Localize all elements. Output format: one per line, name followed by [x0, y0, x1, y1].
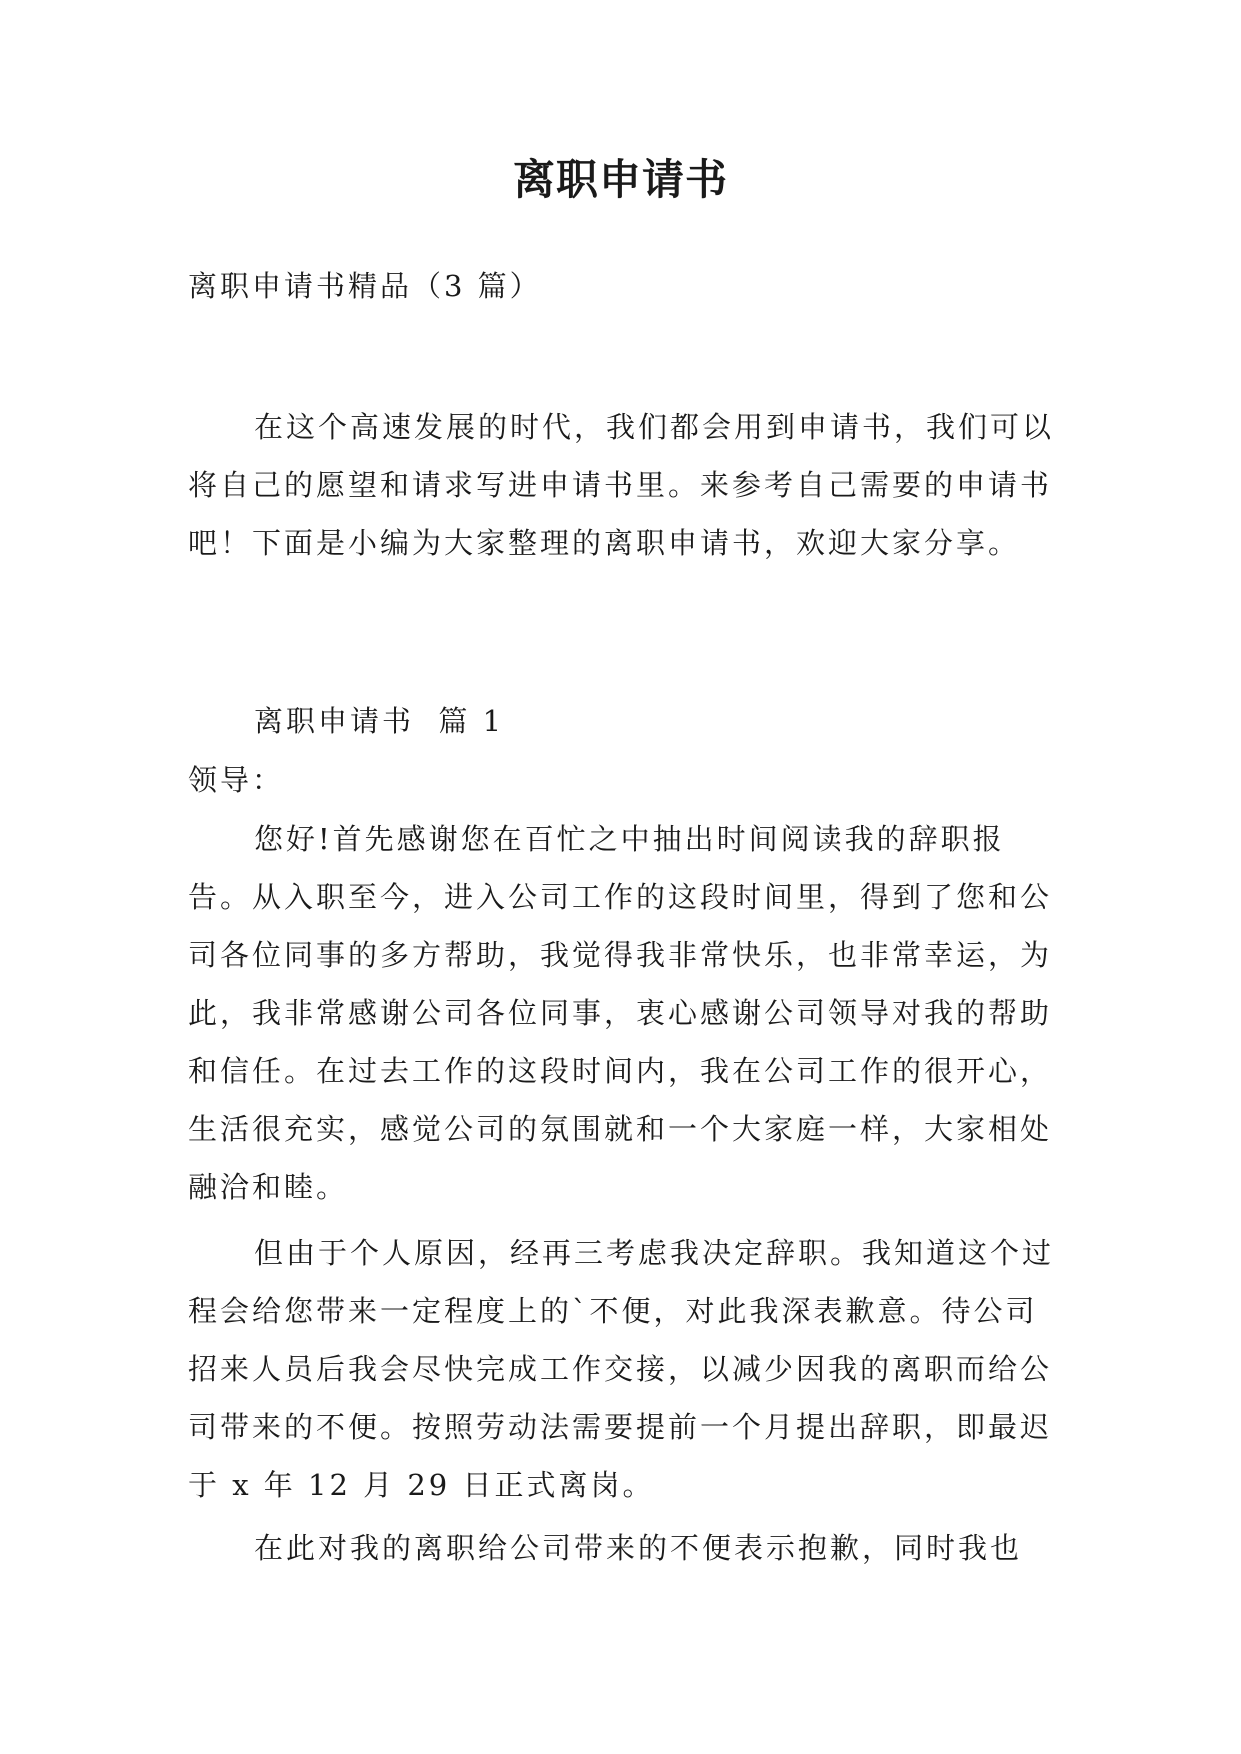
- part-heading: 离职申请书 篇 1: [254, 704, 505, 738]
- letter-greeting: 领导：: [188, 763, 285, 797]
- body-paragraph-1: 您好!首先感谢您在百忙之中抽出时间阅读我的辞职报告。从入职至今，进入公司工作的这段时间里，得到了您和公司各位同事的多方帮助，我觉得我非常快乐，也非常幸运，为此，我非常感谢公司各位同事，衷心感谢公司领导对我的帮助和信任。在过去工作的这段时间内，我在公司工作的很开心，生活很充实，感觉公司的氛围就和一个大家庭一样，大家相处融洽和睦。: [188, 822, 1053, 1204]
- document-title: 离职申请书: [512, 155, 728, 204]
- body-paragraph-2: 但由于个人原因，经再三考虑我决定辞职。我知道这个过程会给您带来一定程度上的`不便，对此我深表歉意。待公司招来人员后我会尽快完成工作交接，以减少因我的离职而给公司带来的不便。按照劳动法需要提前一个月提出辞职，即最迟于 x 年 12 月 29 日正式离岗。: [188, 1236, 1055, 1502]
- intro-paragraph: 在这个高速发展的时代，我们都会用到申请书，我们可以将自己的愿望和请求写进申请书里。来参考自己需要的申请书吧！下面是小编为大家整理的离职申请书，欢迎大家分享。: [188, 410, 1055, 560]
- document-subtitle: 离职申请书精品（3 篇）: [188, 269, 542, 303]
- body-paragraph-3: 在此对我的离职给公司带来的不便表示抱歉，同时我也: [254, 1531, 1023, 1565]
